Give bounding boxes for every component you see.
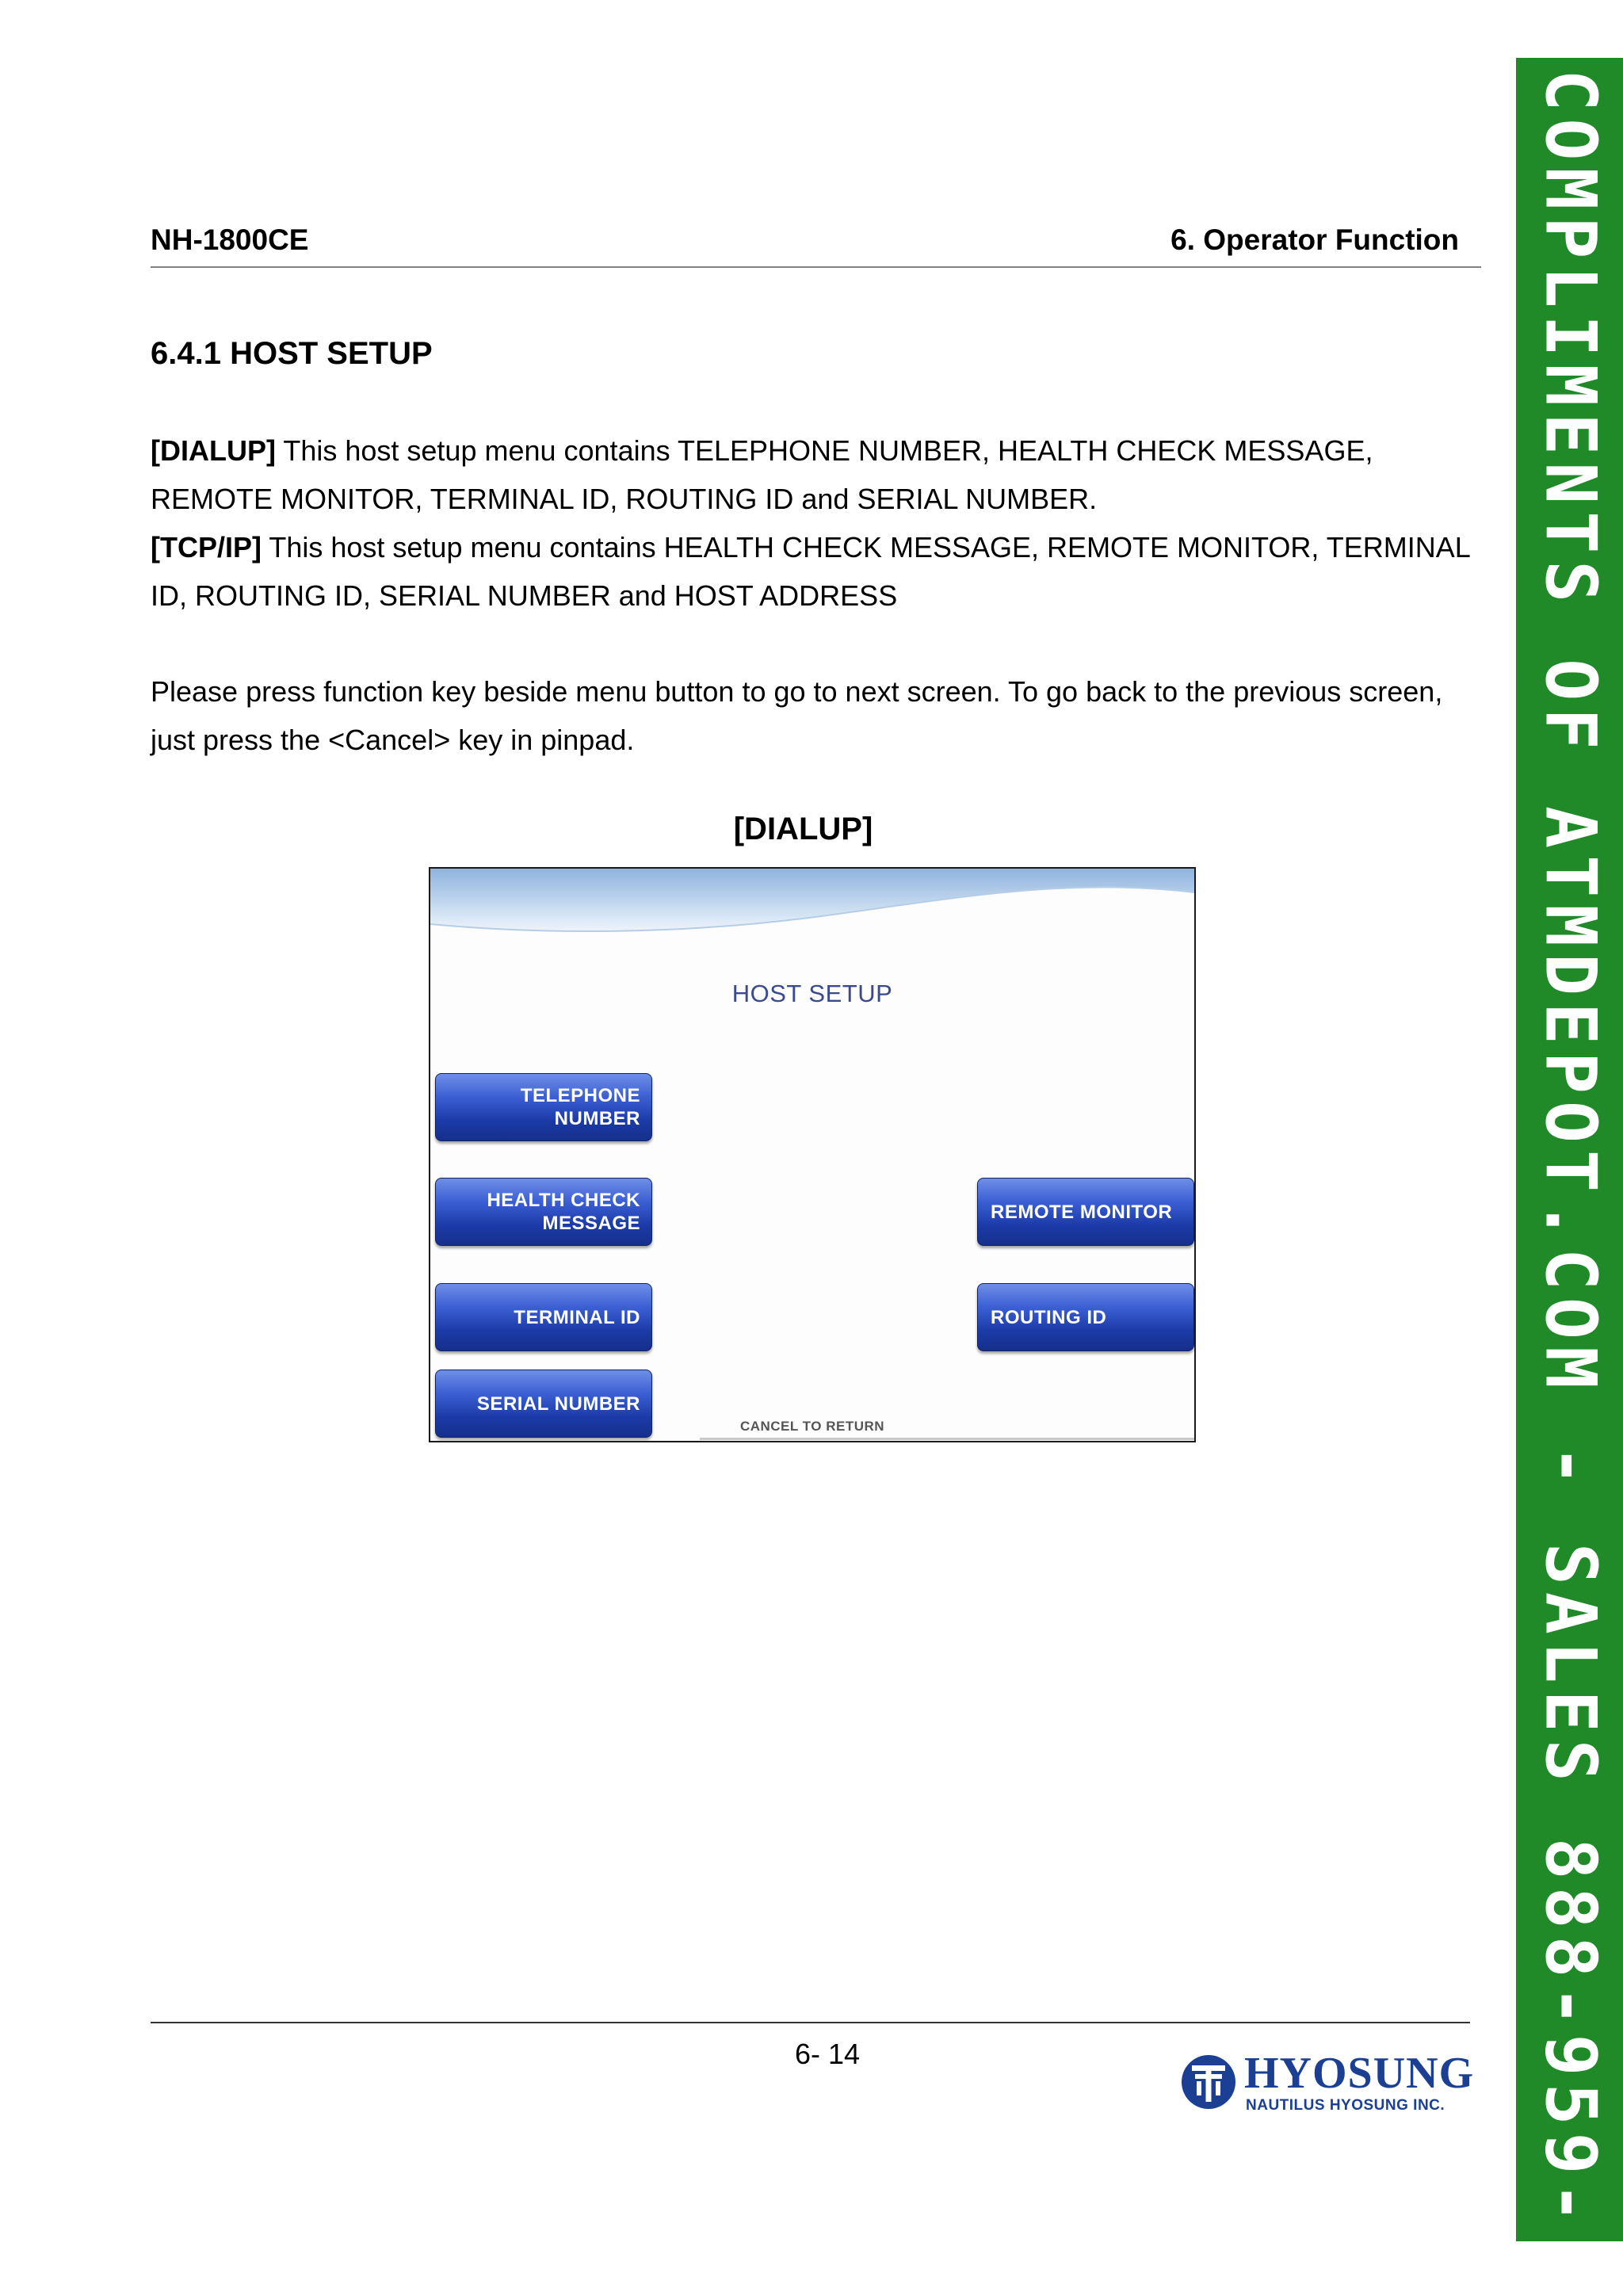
remote-monitor-button[interactable]: REMOTE MONITOR [977,1178,1194,1246]
hyosung-logo-icon [1179,2053,1238,2111]
footer-divider [151,2022,1470,2023]
paragraph-instruction: Please press function key beside menu button to go to next screen. To go back to the previous screen, just press the <Cancel> key in pinpad. [151,675,1443,756]
telephone-number-button[interactable]: TELEPHONE NUMBER [435,1073,652,1141]
screen-title: HOST SETUP [731,980,893,1007]
logo-subtitle: NAUTILUS HYOSUNG INC. [1246,2097,1445,2114]
hyosung-logo [1179,2049,1475,2121]
dialup-tag: [DIALUP] [151,434,276,467]
screen-bottom-rule [700,1438,1196,1440]
page-number: 6- 14 [794,2038,861,2070]
side-banner [1434,58,1623,2241]
tcpip-tag: [TCP/IP] [151,531,262,563]
screen-header-wave [430,869,1194,940]
figure-label: [DIALUP] [733,812,873,846]
paragraph-host-menus [151,426,1490,620]
serial-number-button[interactable]: SERIAL NUMBER [435,1370,652,1438]
header-chapter: 6. Operator Function [1170,223,1459,256]
tcpip-description: This host setup menu contains HEALTH CHECK MESSAGE, REMOTE MONITOR, TERMINAL ID, ROUTING ID, SERIAL NUMBER and HOST ADDRESS [151,531,1470,612]
logo-name: HYOSUNG [1244,2049,1475,2098]
atm-screen [429,867,1196,1442]
header-divider [151,266,1481,268]
routing-id-button[interactable]: ROUTING ID [977,1283,1194,1351]
terminal-id-button[interactable]: TERMINAL ID [435,1283,652,1351]
dialup-description: This host setup menu contains TELEPHONE NUMBER, HEALTH CHECK MESSAGE, REMOTE MONITOR, TERMINAL ID, ROUTING ID and SERIAL NUMBER. [151,434,1373,515]
section-title: 6.4.1 HOST SETUP [151,336,433,371]
health-check-message-button[interactable]: HEALTH CHECK MESSAGE [435,1178,652,1246]
side-banner-text: COMPLIMENTS OF ATMDEPOT.COM - SALES 888-959-2269 [1434,68,1611,2231]
cancel-to-return-text: CANCEL TO RETURN [739,1419,885,1434]
header-model: NH-1800CE [151,223,309,256]
